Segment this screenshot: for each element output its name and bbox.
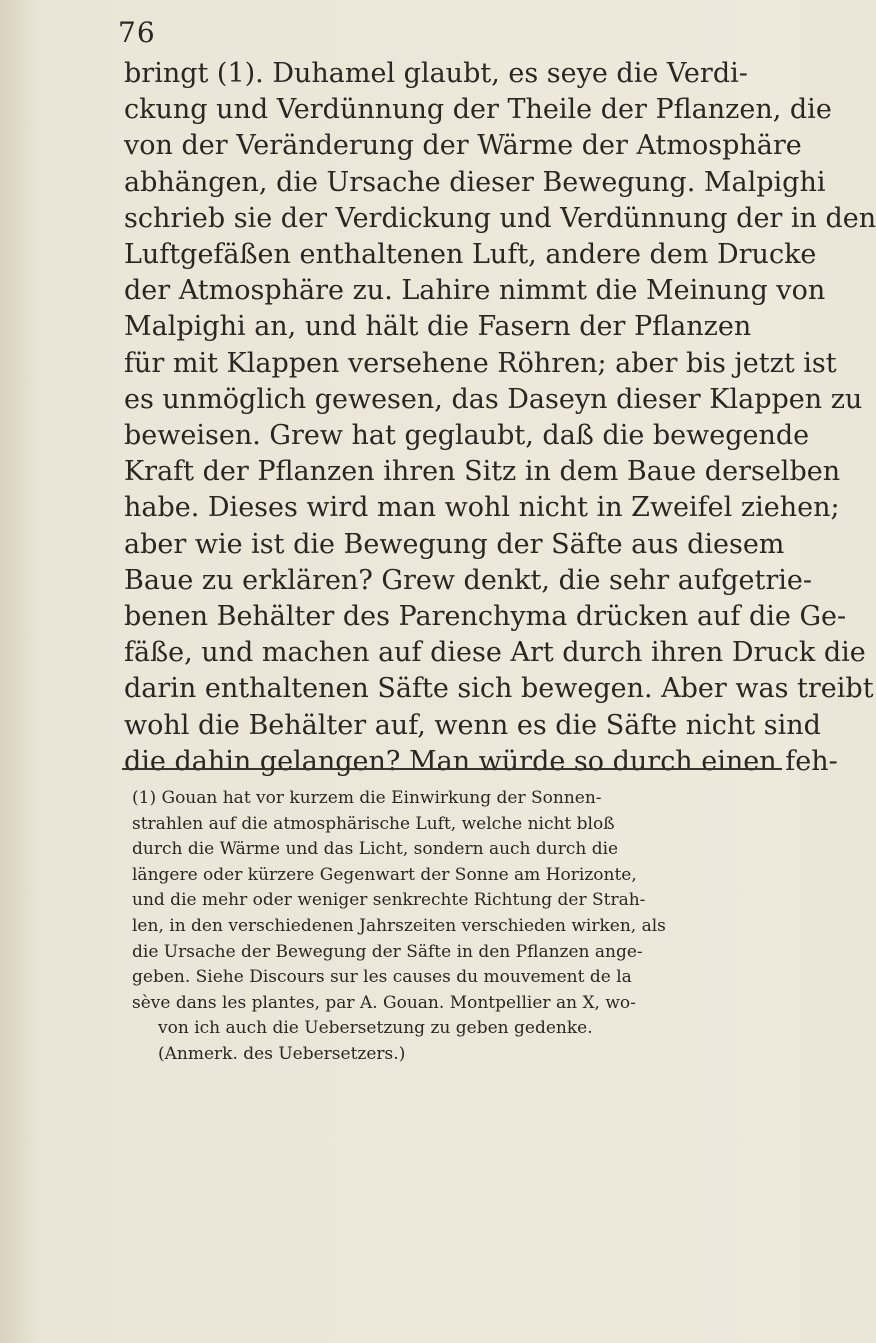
footnote-line: geben. Siehe Discours sur les causes du mouvement de la: [132, 967, 632, 988]
text-line: abhängen, die Ursache dieser Bewegung. Malpighi: [124, 166, 826, 198]
footnote-divider: [122, 768, 782, 770]
footnote-line: (1) Gouan hat vor kurzem die Einwirkung der Sonnen-: [132, 788, 602, 808]
footnote-line: von ich auch die Uebersetzung zu geben gedenke.: [158, 1018, 593, 1039]
text-line: schrieb sie der Verdickung und Verdünnung der in den: [124, 202, 876, 234]
page-number: 76: [118, 16, 156, 49]
text-line: Luftgefäßen enthaltenen Luft, andere dem Drucke: [124, 239, 817, 271]
text-line: von der Veränderung der Wärme der Atmosphäre: [124, 130, 802, 162]
footnote-line: längere oder kürzere Gegenwart der Sonne am Horizonte,: [132, 864, 637, 885]
text-line: habe. Dieses wird man wohl nicht in Zweifel ziehen;: [124, 492, 840, 524]
text-line: wohl die Behälter auf, wenn es die Säfte nicht sind: [124, 709, 821, 741]
footnote-line: strahlen auf die atmosphärische Luft, welche nicht bloß: [132, 813, 615, 834]
text-line: darin enthaltenen Säfte sich bewegen. Aber was treibt: [124, 673, 874, 705]
text-line: Kraft der Pflanzen ihren Sitz in dem Baue derselben: [124, 456, 841, 488]
footnote-line: durch die Wärme und das Licht, sondern auch durch die: [132, 839, 619, 860]
text-line: die dahin gelangen? Man würde so durch einen feh-: [124, 745, 838, 777]
text-line: für mit Klappen versehene Röhren; aber bis jetzt ist: [124, 347, 837, 379]
footnote-attribution: (Anmerk. des Uebersetzers.): [158, 1043, 406, 1064]
body-text: [124, 56, 876, 780]
text-line: Malpighi an, und hält die Fasern der Pflanzen: [124, 311, 752, 343]
text-line: aber wie ist die Bewegung der Säfte aus diesem: [124, 528, 785, 560]
text-line: es unmöglich gewesen, das Daseyn dieser Klappen zu: [124, 383, 863, 415]
text-line: beweisen. Grew hat geglaubt, daß die bewegende: [124, 420, 810, 452]
text-line: bringt (1). Duhamel glaubt, es seye die Verdi-: [124, 58, 748, 89]
text-line: benen Behälter des Parenchyma drücken auf die Ge-: [124, 601, 847, 633]
text-line: der Atmosphäre zu. Lahire nimmt die Meinung von: [124, 275, 826, 307]
text-line: Baue zu erklären? Grew denkt, die sehr aufgetrie-: [124, 564, 812, 596]
text-line: fäße, und machen auf diese Art durch ihren Druck die: [124, 637, 866, 669]
footnote-line: sève dans les plantes, par A. Gouan. Montpellier an X, wo-: [132, 992, 636, 1013]
footnote-line: die Ursache der Bewegung der Säfte in den Pflanzen ange-: [132, 941, 643, 962]
footnote-line: len, in den verschiedenen Jahrszeiten verschieden wirken, als: [132, 915, 666, 936]
text-line: ckung und Verdünnung der Theile der Pflanzen, die: [124, 94, 832, 126]
footnote: [132, 786, 782, 1068]
footnote-line: und die mehr oder weniger senkrechte Richtung der Strah-: [132, 890, 646, 911]
